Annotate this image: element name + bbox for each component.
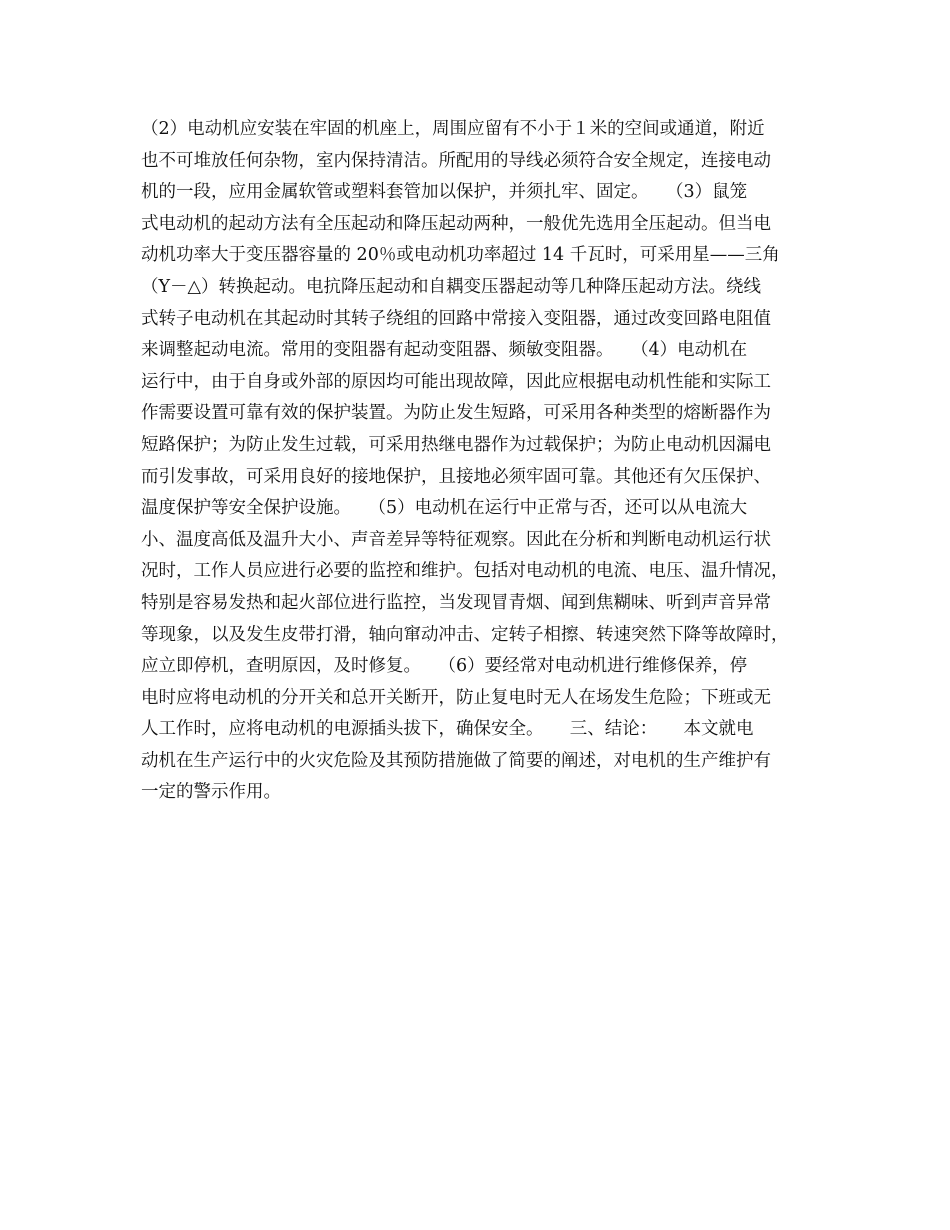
text-line: 况时，工作人员应进行必要的监控和维护。包括对电动机的电流、电压、温升情况， bbox=[141, 561, 789, 582]
text-line: （Y－△）转换起动。电抗降压起动和自耦变压器起动等几种降压起动方法。绕线 bbox=[141, 276, 762, 297]
text-line: 运行中，由于自身或外部的原因均可能出现故障，因此应根据电动机性能和实际工 bbox=[141, 371, 771, 392]
text-line: 一定的警示作用。 bbox=[141, 782, 281, 803]
text-line: （2）电动机应安装在牢固的机座上，周围应留有不小于１米的空间或通道，附近 bbox=[141, 119, 765, 139]
text-line: 人工作时，应将电动机的电源插头拔下，确保安全。 三、结论： 本文就电 bbox=[141, 719, 754, 740]
text-line: 来调整起动电流。常用的变阻器有起动变阻器、频敏变阻器。 （4）电动机在 bbox=[141, 340, 748, 361]
text-line: 机的一段，应用金属软管或塑料套管加以保护，并须扎牢、固定。 （3）鼠笼 bbox=[141, 182, 748, 203]
text-line: 电时应将电动机的分开关和总开关断开，防止复电时无人在场发生危险；下班或无 bbox=[141, 687, 771, 708]
text-line: 温度保护等安全保护设施。 （5）电动机在运行中正常与否，还可以从电流大 bbox=[141, 498, 748, 519]
text-line: 式电动机的起动方法有全压起动和降压起动两种，一般优先选用全压起动。但当电 bbox=[141, 213, 771, 234]
text-line: 也不可堆放任何杂物，室内保持清洁。所配用的导线必须符合安全规定，连接电动 bbox=[141, 150, 771, 171]
text-line: 特别是容易发热和起火部位进行监控，当发现冒青烟、闻到焦糊味、听到声音异常 bbox=[141, 592, 771, 613]
text-line: 动机功率大于变压器容量的 20％或电动机功率超过 14 千瓦时，可采用星——三角 bbox=[141, 245, 780, 266]
text-line: 短路保护；为防止发生过载，可采用热继电器作为过载保护；为防止电动机因漏电 bbox=[141, 434, 771, 455]
text-line: 应立即停机，查明原因，及时修复。 （6）要经常对电动机进行维修保养，停 bbox=[141, 656, 748, 677]
text-line: 作需要设置可靠有效的保护装置。为防止发生短路，可采用各种类型的熔断器作为 bbox=[141, 403, 771, 424]
text-line: 式转子电动机在其起动时其转子绕组的回路中常接入变阻器，通过改变回路电阻值 bbox=[141, 308, 771, 329]
text-line: 等现象，以及发生皮带打滑，轴向窜动冲击、定转子相擦、转速突然下降等故障时， bbox=[141, 624, 789, 645]
text-line: 小、温度高低及温升大小、声音差异等特征观察。因此在分析和判断电动机运行状 bbox=[141, 529, 771, 550]
body-text bbox=[141, 114, 831, 809]
text-line: 而引发事故，可采用良好的接地保护，且接地必须牢固可靠。其他还有欠压保护、 bbox=[141, 466, 771, 487]
text-line: 动机在生产运行中的火灾危险及其预防措施做了简要的阐述，对电机的生产维护有 bbox=[141, 750, 771, 771]
